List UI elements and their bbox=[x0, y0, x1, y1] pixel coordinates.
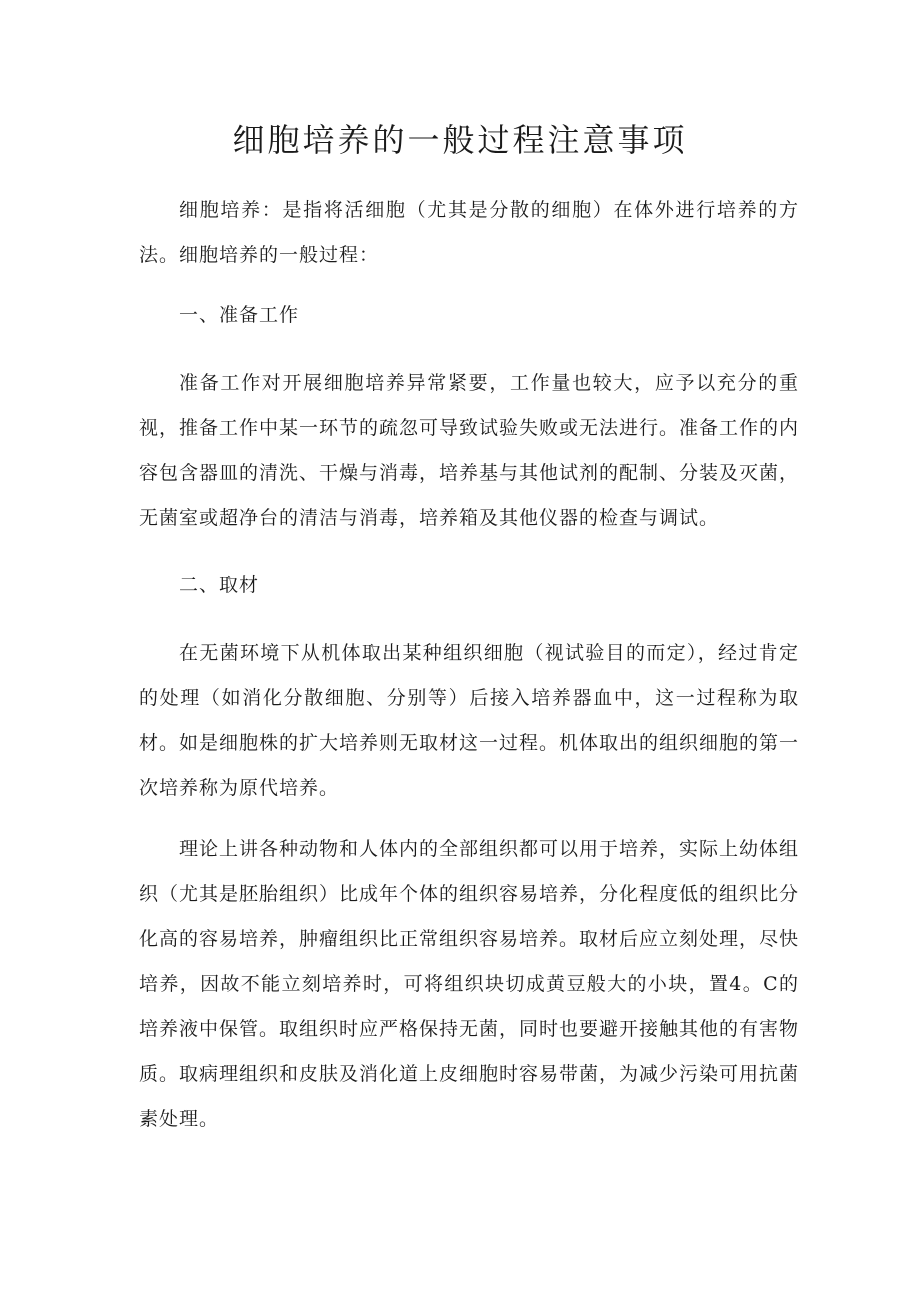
preparation-paragraph: 准备工作对开展细胞培养异常紧要，工作量也较大，应予以充分的重视，推备工作中某一环节的疏忽可导致试验失败或无法进行。准备工作的内容包含器皿的清洗、干燥与消毒，培养基与其他试剂的配制、分装及灭菌，无菌室或超净台的清洁与消毒，培养箱及其他仪器的检查与调试。 bbox=[139, 372, 800, 529]
page-title: 细胞培养的一般过程注意事项 bbox=[232, 121, 688, 159]
section-heading-preparation: 一、准备工作 bbox=[179, 304, 300, 326]
section-heading-sampling: 二、取材 bbox=[179, 574, 260, 596]
intro-paragraph: 细胞培养：是指将活细胞（尤其是分散的细胞）在体外进行培养的方法。细胞培养的一般过程： bbox=[139, 199, 799, 266]
tissue-paragraph: 理论上讲各种动物和人体内的全部组织都可以用于培养，实际上幼体组织（尤其是胚胎组织）比成年个体的组织容易培养，分化程度低的组织比分化高的容易培养，肿瘤组织比正常组织容易培养。取材后应立刻处理，尽快培养，因故不能立刻培养时，可将组织块切成黄豆般大的小块，置4。C的培养液中保管。取组织时应严格保持无菌，同时也要避开接触其他的有害物质。取病理组织和皮肤及消化道上皮细胞时容易带菌，为减少污染可用抗菌素处理。 bbox=[139, 838, 800, 1130]
sampling-paragraph: 在无菌环境下从机体取出某种组织细胞（视试验目的而定），经过肯定的处理（如消化分散细胞、分别等）后接入培养器血中，这一过程称为取材。如是细胞株的扩大培养则无取材这一过程。机体取出的组织细胞的第一次培养称为原代培养。 bbox=[139, 642, 800, 799]
